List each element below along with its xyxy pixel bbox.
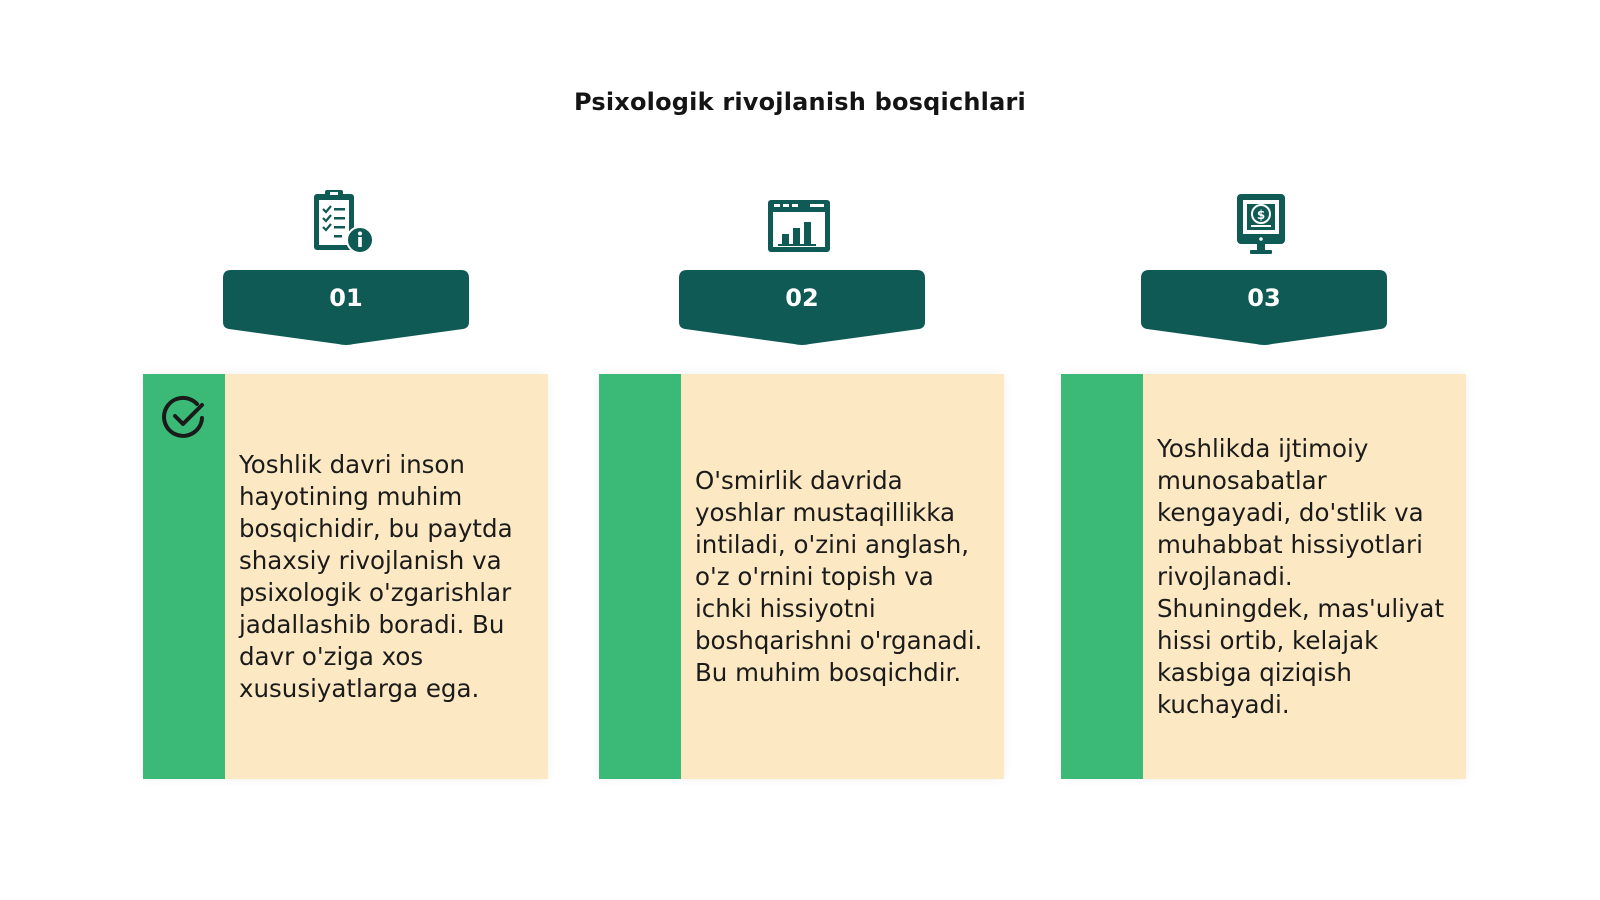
card-stripe xyxy=(599,374,681,779)
step-badge-2 xyxy=(679,270,925,346)
step-number: 01 xyxy=(329,284,363,312)
check-circle-icon xyxy=(161,394,207,440)
browser-bar-chart-icon xyxy=(599,186,999,256)
step-card-1 xyxy=(143,374,548,779)
card-stripe xyxy=(1061,374,1143,779)
step-description: O'smirlik davrida yoshlar mustaqillikka intiladi, o'zini anglash, o'z o'rnini topish va ichki hissiyotni boshqarishni o'rganadi. Bu muhim bosqichdir. xyxy=(695,465,983,687)
step-column-2 xyxy=(599,0,999,900)
card-stripe xyxy=(143,374,225,779)
step-badge-3 xyxy=(1141,270,1387,346)
svg-text:$: $ xyxy=(1256,208,1266,222)
step-column-1 xyxy=(143,0,543,900)
step-column-3 xyxy=(1061,0,1461,900)
step-badge-1 xyxy=(223,270,469,346)
monitor-dollar-icon xyxy=(1061,186,1461,256)
step-description: Yoshlikda ijtimoiy munosabatlar kengayadi, do'stlik va muhabbat hissiyotlari rivojlanadi. Shuningdek, mas'uliyat hissi ortib, kelajak kasbiga qiziqish kuchayadi. xyxy=(1157,433,1445,719)
clipboard-checklist-info-icon xyxy=(143,186,543,256)
step-card-3 xyxy=(1061,374,1466,779)
step-description: Yoshlik davri inson hayotining muhim bosqichidir, bu paytda shaxsiy rivojlanish va psixologik o'zgarishlar jadallashib boradi. Bu davr o'ziga xos xususiyatlarga ega. xyxy=(239,449,513,703)
step-number: 02 xyxy=(785,284,819,312)
step-number: 03 xyxy=(1247,284,1281,312)
page-title: Psixologik rivojlanish bosqichlari xyxy=(574,88,1026,116)
step-card-2 xyxy=(599,374,1004,779)
